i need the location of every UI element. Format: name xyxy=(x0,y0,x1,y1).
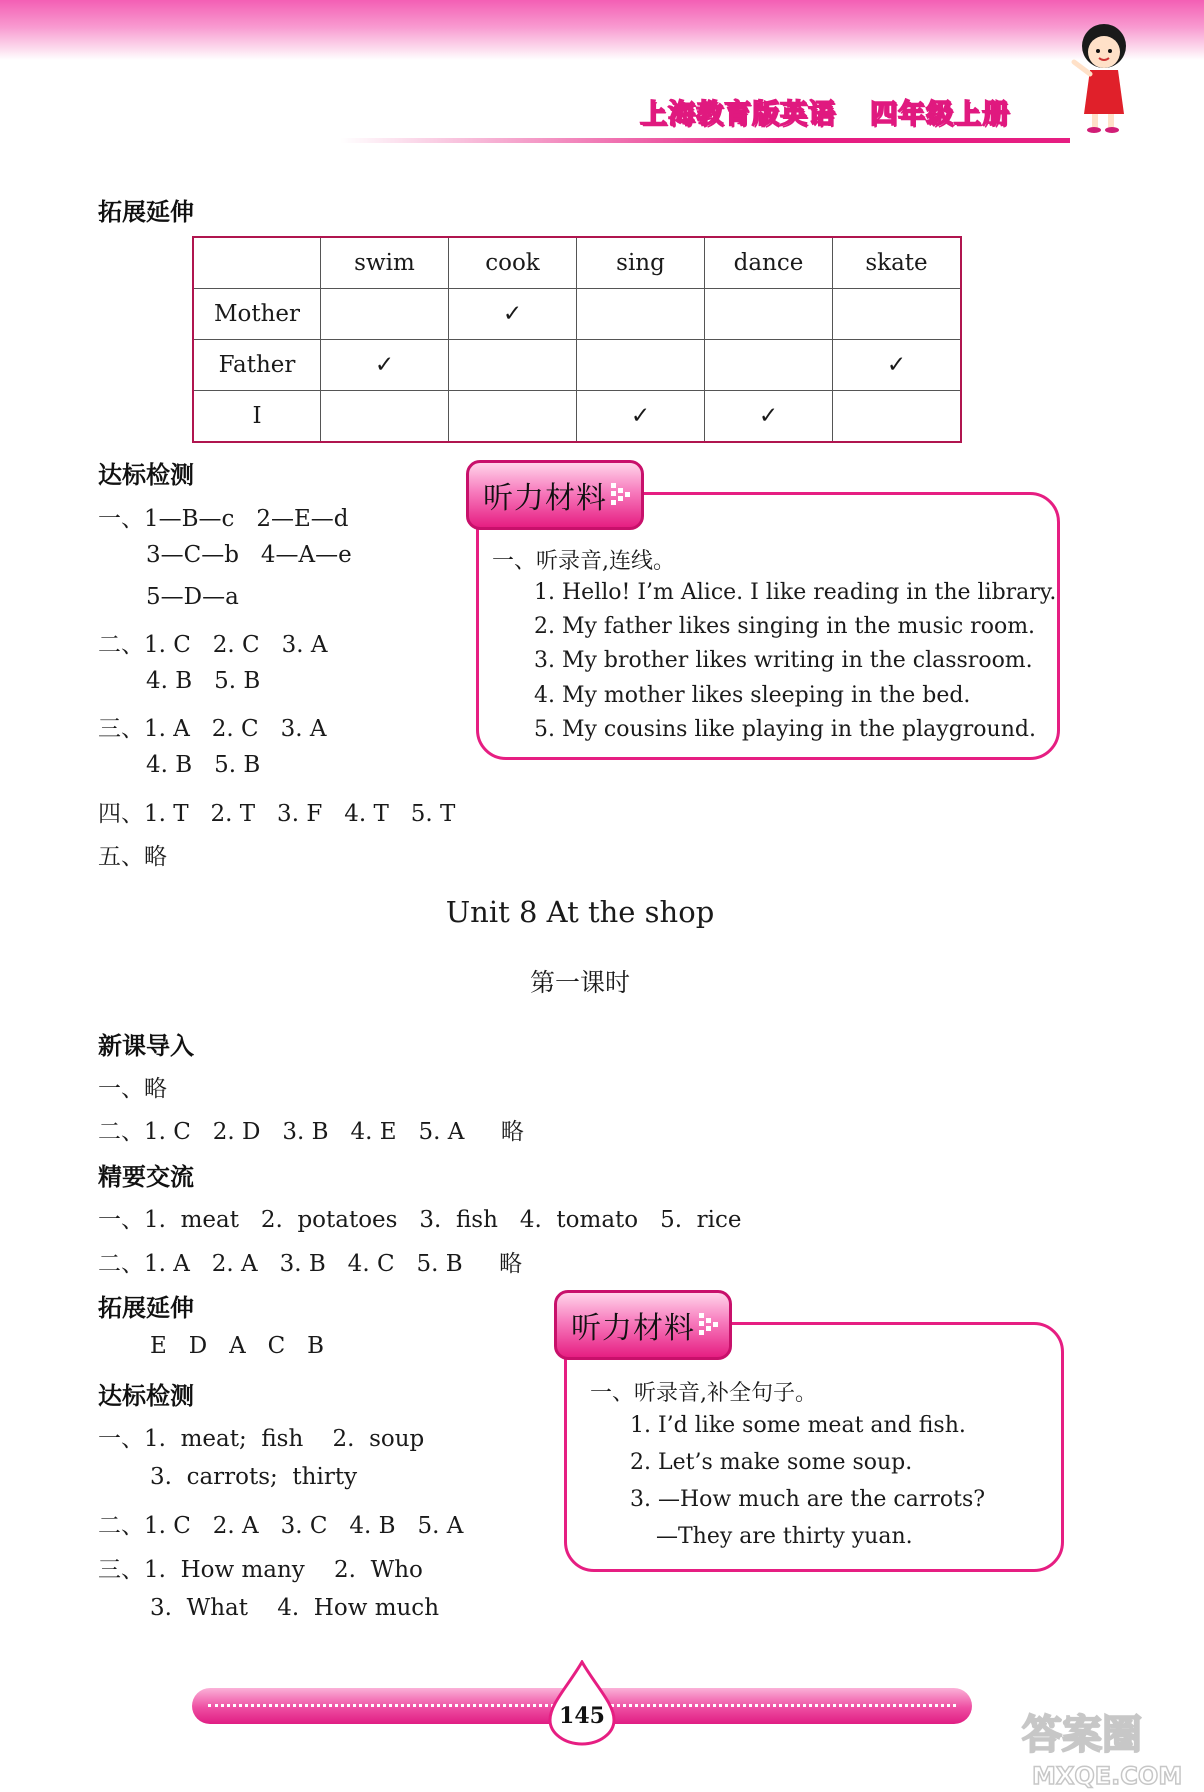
table-cell: ✓ xyxy=(833,340,962,391)
table-cell xyxy=(833,289,962,340)
listening-line: 4. My mother likes sleeping in the bed. xyxy=(534,683,971,708)
table-header-cell: swim xyxy=(321,237,449,289)
answer-line: 二、1. A 2. A 3. B 4. C 5. B 略 xyxy=(98,1251,523,1277)
table-cell: ✓ xyxy=(449,289,577,340)
unit-title: Unit 8 At the shop xyxy=(445,895,715,929)
tag-label: 听力材料 xyxy=(483,481,607,516)
answer-line: 四、1. T 2. T 3. F 4. T 5. T xyxy=(98,801,456,827)
listening-line: 3. My brother likes writing in the classroom. xyxy=(534,648,1033,673)
svg-text:答案圈: 答案圈 xyxy=(1022,1712,1142,1758)
lesson-title: 第一课时 xyxy=(529,968,630,997)
watermark-logo xyxy=(1018,1704,1198,1792)
answer-line: 三、1. A 2. C 3. A xyxy=(98,716,327,742)
answer-line: 五、略 xyxy=(98,844,167,870)
row-label: Father xyxy=(193,340,321,391)
table-cell xyxy=(321,289,449,340)
table-header-cell: skate xyxy=(833,237,962,289)
table-row xyxy=(193,340,961,391)
series-title: 上海教育版英语 四年级上册 xyxy=(640,99,1010,130)
listening-line: 5. My cousins like playing in the playground. xyxy=(534,717,1036,742)
page-number: 145 xyxy=(559,1703,605,1729)
table-header-cell: sing xyxy=(577,237,705,289)
answer-line: 一、略 xyxy=(98,1076,167,1102)
table-header-cell xyxy=(193,237,321,289)
listening-line: 3. —How much are the carrots? xyxy=(630,1487,986,1512)
table-cell: ✓ xyxy=(321,340,449,391)
listening-line: 2. Let’s make some soup. xyxy=(630,1450,913,1475)
section-heading-new: 新课导入 xyxy=(98,1032,194,1060)
table-cell xyxy=(449,391,577,443)
table-cell xyxy=(321,391,449,443)
listening-tag-1 xyxy=(466,460,644,530)
table-cell xyxy=(833,391,962,443)
table-header-row xyxy=(193,237,961,289)
table-header-cell: cook xyxy=(449,237,577,289)
arrow-right-icon xyxy=(609,481,633,507)
listening-line: 1. I’d like some meat and fish. xyxy=(630,1413,966,1438)
grade-label: 四年级上册 xyxy=(870,99,1010,130)
table-cell: ✓ xyxy=(577,391,705,443)
listening-line: —They are thirty yuan. xyxy=(656,1524,913,1549)
table-row xyxy=(193,289,961,340)
table-cell: ✓ xyxy=(705,391,833,443)
listening-line: 2. My father likes singing in the music room. xyxy=(534,614,1036,639)
activity-table xyxy=(192,236,962,443)
section-heading-key: 精要交流 xyxy=(98,1163,194,1191)
section-heading-test-2: 达标检测 xyxy=(98,1382,194,1410)
section-heading-extension-2: 拓展延伸 xyxy=(98,1294,194,1322)
listening-heading: 一、听录音,补全句子。 xyxy=(590,1381,817,1406)
table-row xyxy=(193,391,961,443)
table-cell xyxy=(577,289,705,340)
answer-line: 二、1. C 2. A 3. C 4. B 5. A xyxy=(98,1513,464,1539)
svg-text:MXQE.COM: MXQE.COM xyxy=(1032,1762,1183,1790)
listening-tag-2 xyxy=(554,1290,732,1360)
table-cell xyxy=(449,340,577,391)
table-header-cell: dance xyxy=(705,237,833,289)
answer-line: 5—D—a xyxy=(146,584,239,610)
tag-label: 听力材料 xyxy=(571,1311,695,1346)
section-heading-test: 达标检测 xyxy=(98,461,194,489)
answer-line: E D A C B xyxy=(150,1333,325,1359)
listening-heading: 一、听录音,连线。 xyxy=(492,549,675,574)
answer-line: 二、1. C 2. D 3. B 4. E 5. A 略 xyxy=(98,1119,524,1145)
table-cell xyxy=(705,289,833,340)
table-cell xyxy=(705,340,833,391)
answer-line: 3. What 4. How much xyxy=(150,1595,440,1621)
answer-line: 3. carrots; thirty xyxy=(150,1464,358,1490)
answer-line: 4. B 5. B xyxy=(146,668,261,694)
answer-line: 一、1—B—c 2—E—d xyxy=(98,506,349,532)
header-rule xyxy=(340,138,1070,143)
section-heading-extension: 拓展延伸 xyxy=(98,198,194,226)
answer-line: 4. B 5. B xyxy=(146,752,261,778)
answer-line: 3—C—b 4—A—e xyxy=(146,542,352,568)
row-label: I xyxy=(193,391,321,443)
header-band xyxy=(0,0,1204,60)
table-cell xyxy=(577,340,705,391)
listening-line: 1. Hello! I’m Alice. I like reading in the library. xyxy=(534,580,1057,605)
girl-mascot-icon xyxy=(1068,18,1138,138)
answer-line: 三、1. How many 2. Who xyxy=(98,1557,423,1583)
answer-line: 一、1. meat; fish 2. soup xyxy=(98,1426,425,1452)
answer-line: 一、1. meat 2. potatoes 3. fish 4. tomato 5. rice xyxy=(98,1207,742,1233)
answer-line: 二、1. C 2. C 3. A xyxy=(98,632,328,658)
row-label: Mother xyxy=(193,289,321,340)
arrow-right-icon xyxy=(697,1311,721,1337)
